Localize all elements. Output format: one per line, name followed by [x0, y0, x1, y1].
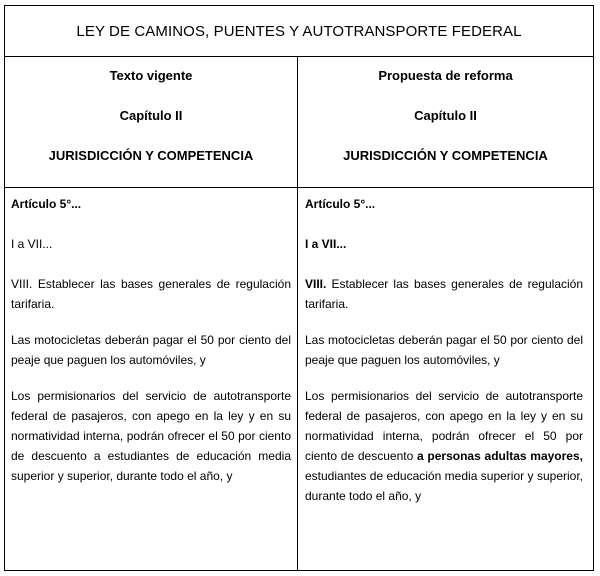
fraction-viii-text: Establecer las bases generales de regulación tarifaria. [305, 277, 583, 311]
column-heading: Texto vigente [109, 68, 193, 83]
comparison-table [4, 5, 594, 571]
law-title: LEY DE CAMINOS, PUENTES Y AUTOTRANSPORTE FEDERAL [5, 6, 593, 57]
article-label: Artículo 5°... [305, 197, 376, 211]
chapter-label: Capítulo II [119, 108, 183, 123]
perm-text-added: a personas adultas mayores, [417, 449, 583, 463]
header-row [5, 57, 593, 188]
motorcycle-paragraph: Las motocicletas deberán pagar el 50 por ciento del peaje que paguen los automóviles, y [305, 333, 583, 367]
perm-text-after: estudiantes de educación media superior y superior, durante todo el año, y [305, 469, 583, 503]
permit-holders-paragraph: Los permisionarios del servicio de autotransporte federal de pasajeros, con apego en la ley y en su normatividad interna, podrán ofrecer el 50 por ciento de descuento a estudiantes de educación media superior y superior, durante todo el año, y [11, 389, 291, 483]
section-label: JURISDICCIÓN Y COMPETENCIA [343, 148, 548, 163]
chapter-label: Capítulo II [414, 108, 477, 123]
perm-text-before: Los permisionarios del servicio de autotransporte federal de pasajeros, con apego en la ley y en su normatividad interna, podrán ofrecer el 50 por ciento de descuento [305, 389, 583, 463]
article-label: Artículo 5°... [11, 197, 82, 211]
fraction-viii: VIII. Establecer las bases generales de regulación tarifaria. [11, 277, 291, 311]
fraction-viii-label: VIII. [305, 277, 327, 291]
fraction-viii [305, 274, 583, 314]
motorcycle-paragraph: Las motocicletas deberán pagar el 50 por ciento del peaje que paguen los automóviles, y [11, 333, 291, 367]
section-label: JURISDICCIÓN Y COMPETENCIA [48, 148, 254, 163]
proposed-reform-header [298, 57, 593, 187]
column-heading: Propuesta de reforma [378, 68, 513, 83]
proposed-reform-body [305, 188, 583, 506]
permit-holders-paragraph [305, 386, 583, 506]
current-text-header [5, 57, 297, 187]
current-text-body [11, 188, 291, 486]
column-divider [297, 57, 298, 571]
fraction-range: I a VII... [11, 237, 53, 251]
fraction-range: I a VII... [305, 237, 347, 251]
